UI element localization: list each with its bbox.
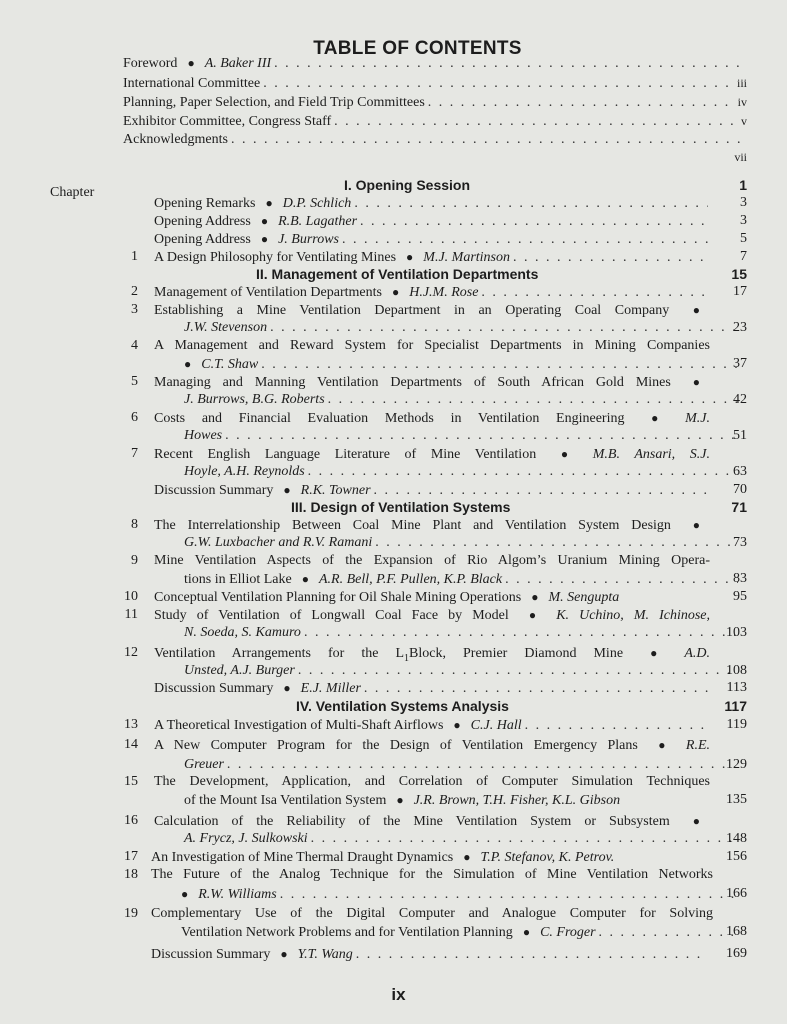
chapter-number: 16: [124, 813, 138, 828]
leader-dots: [428, 94, 736, 112]
entry-page: 3: [740, 213, 747, 228]
bullet-icon: ●: [650, 646, 658, 660]
entry-opening-address-1: Opening Address ● R.B. Lagather . . .: [154, 212, 710, 230]
entry-chapter-19-line2: Ventilation Network Problems and for Ventilation Planning ● C. Froger . . .: [151, 923, 737, 941]
chapter-number: 15: [124, 774, 138, 789]
leader-dots: [263, 75, 735, 93]
entry-chapter-3-line1: Establishing a Mine Ventilation Department in an Operating Coal Company ●: [154, 303, 701, 318]
entry-chapter-9-line2: tions in Elliot Lake ● A.R. Bell, P.F. Pullen, K.P. Black . . .: [154, 570, 740, 588]
section-page-2: 15: [731, 266, 747, 282]
leader-dots: [334, 113, 739, 131]
entry-page: iii: [736, 76, 747, 90]
chapter-number: 5: [131, 374, 138, 389]
entry-page: 119: [726, 717, 747, 732]
entry-title: International Committee: [123, 76, 261, 91]
entry-page: iv: [737, 95, 747, 109]
entry-chapter-11-line2: N. Soeda, S. Kamuro . . .: [154, 624, 740, 642]
entry-page: 73: [733, 535, 747, 550]
section-heading-3: III. Design of Ventilation Systems: [291, 499, 511, 515]
entry-chapter-2: Management of Ventilation Departments ● H.J.M. Rose . . .: [154, 283, 710, 301]
bullet-icon: ●: [651, 411, 659, 425]
section-page-4: 117: [724, 698, 747, 714]
entry-chapter-1: A Design Philosophy for Ventilating Mines ● M.J. Martinson . . .: [154, 248, 710, 266]
bullet-icon: ●: [181, 887, 189, 901]
entry-chapter-11-line1: Study of Ventilation of Longwall Coal Face by Model ● K. Uchino, M. Ichinose,: [154, 608, 711, 623]
entry-chapter-9-line1: Mine Ventilation Aspects of the Expansion of Rio Algom’s Uranium Mining Opera-: [154, 553, 710, 568]
bullet-icon: ●: [522, 925, 531, 939]
page-number: ix: [391, 985, 406, 1004]
bullet-icon: ●: [531, 590, 539, 604]
bullet-icon: ●: [463, 850, 471, 864]
entry-chapter-4-line1: A Management and Reward System for Specialist Departments in Mining Companies: [154, 338, 710, 353]
entry-page: 7: [740, 249, 747, 264]
section-heading-2: II. Management of Ventilation Departments: [256, 266, 539, 282]
bullet-icon: ●: [692, 518, 701, 532]
entry-chapter-12-line1: Ventilation Arrangements for the $L_1Block$, Premier Diamond Mine ● A.D.: [154, 646, 711, 664]
entry-chapter-4-line2: ● C.T. Shaw . . .: [154, 355, 740, 373]
entry-chapter-6-line2: Howes . . .: [154, 427, 740, 445]
bullet-icon: ●: [391, 285, 400, 299]
entry-chapter-6-line1: Costs and Financial Evaluation Methods in Ventilation Engineering ● M.J.: [154, 411, 711, 426]
bullet-icon: ●: [692, 375, 701, 389]
entry-chapter-3-line2: J.W. Stevenson . . .: [154, 319, 740, 337]
entry-page: 83: [733, 571, 747, 586]
entry-chapter-18-line2: ● R.W. Williams . . .: [151, 885, 737, 903]
entry-chapter-14-line2: Greuer . . .: [154, 756, 740, 774]
entry-chapter-8-line2: G.W. Luxbacher and R.V. Ramani . . .: [154, 534, 740, 552]
bullet-icon: ●: [187, 56, 195, 70]
entry-chapter-15-line1: The Development, Application, and Correlation of Computer Simulation Techniques: [154, 774, 710, 789]
chapter-number: 17: [124, 849, 138, 864]
entry-chapter-16-line2: A. Frycz, J. Sulkowski . . .: [154, 830, 740, 848]
entry-page: 70: [733, 482, 747, 497]
entry-page: 23: [733, 320, 747, 335]
bullet-icon: ●: [283, 681, 291, 695]
bullet-icon: ●: [453, 718, 461, 732]
entry-page: 108: [726, 663, 747, 678]
entry-page: 37: [733, 356, 747, 371]
bullet-icon: ●: [265, 196, 273, 210]
entry-opening-address-2: Opening Address ● J. Burrows . . .: [154, 230, 710, 248]
chapter-number: 19: [124, 906, 138, 921]
entry-chapter-15-line2: of the Mount Isa Ventilation System ● J.R. Brown, T.H. Fisher, K.L. Gibson: [184, 793, 621, 808]
chapter-number: 3: [131, 302, 138, 317]
entry-title: Exhibitor Committee, Congress Staff: [123, 114, 332, 129]
entry-page: 5: [740, 231, 747, 246]
chapter-number: 11: [124, 607, 138, 622]
chapter-number: 2: [131, 284, 138, 299]
entry-chapter-7-line1: Recent English Language Literature of Mine Ventilation ● M.B. Ansari, S.J.: [154, 447, 711, 462]
bullet-icon: ●: [301, 572, 309, 586]
bullet-icon: ●: [184, 357, 192, 371]
entry-page: 42: [733, 392, 747, 407]
chapter-number: 7: [131, 446, 138, 461]
chapter-number: 14: [124, 737, 138, 752]
entry-page: 156: [726, 849, 747, 864]
bullet-icon: ●: [260, 232, 269, 246]
entry-chapter-16-line1: Calculation of the Reliability of the Mine Ventilation System or Subsystem ●: [154, 814, 700, 829]
entry-page: 63: [733, 464, 747, 479]
entry-discussion-summary-2: Discussion Summary ● E.J. Miller . . .: [154, 679, 710, 697]
section-heading-1: I. Opening Session: [344, 177, 471, 193]
chapter-label: Chapter: [50, 185, 95, 200]
entry-chapter-10: Conceptual Ventilation Planning for Oil Shale Mining Operations ● M. Sengupta: [154, 590, 620, 605]
chapter-number: 13: [124, 717, 138, 732]
entry-chapter-12-line2: Unsted, A.J. Burger . . .: [154, 662, 740, 680]
entry-chapter-5-line1: Managing and Manning Ventilation Departments of South African Gold Mines ●: [154, 375, 701, 390]
entry-page: 168: [726, 924, 747, 939]
entry-chapter-13: A Theoretical Investigation of Multi-Shaft Airflows ● C.J. Hall . . .: [154, 716, 710, 734]
front-matter-acknowledgments: [123, 131, 747, 149]
bullet-icon: ●: [260, 214, 269, 228]
chapter-number: 12: [124, 645, 138, 660]
entry-page: 135: [726, 792, 747, 807]
entry-chapter-17: An Investigation of Mine Thermal Draught Dynamics ● T.P. Stefanov, K. Petrov.: [151, 850, 615, 865]
front-matter-exhibitor: [123, 112, 747, 130]
entry-chapter-18-line1: The Future of the Analog Technique for the Simulation of Mine Ventilation Networks: [151, 867, 713, 882]
entry-page: 166: [726, 886, 747, 901]
bullet-icon: ●: [692, 303, 701, 317]
bullet-icon: ●: [396, 793, 404, 807]
chapter-number: 6: [131, 410, 138, 425]
bullet-icon: ●: [560, 447, 569, 461]
entry-page: 95: [733, 589, 747, 604]
entry-discussion-summary-1: Discussion Summary ● R.K. Towner . . .: [154, 481, 710, 499]
entry-page: 129: [726, 757, 747, 772]
front-matter-planning: [123, 93, 747, 111]
chapter-number: 9: [131, 553, 138, 568]
chapter-number: 8: [131, 517, 138, 532]
entry-discussion-summary-3: Discussion Summary ● Y.T. Wang . . .: [151, 945, 707, 963]
bullet-icon: ●: [692, 814, 700, 828]
section-heading-4: IV. Ventilation Systems Analysis: [296, 698, 509, 714]
chapter-number: 4: [131, 338, 138, 353]
entry-chapter-19-line1: Complementary Use of the Digital Computer and Analogue Computer for Solving: [151, 906, 713, 921]
leader-dots: [231, 131, 745, 149]
entry-page: 51: [733, 428, 747, 443]
bullet-icon: ●: [406, 250, 414, 264]
section-page-1: 1: [739, 177, 747, 193]
entry-page: v: [741, 114, 747, 128]
front-matter-page-vii: vii: [734, 150, 747, 164]
entry-chapter-14-line1: A New Computer Program for the Design of Ventilation Emergency Plans ● R.E.: [154, 738, 711, 753]
section-page-3: 71: [731, 499, 747, 515]
front-matter-foreword: [123, 54, 747, 72]
entry-page: 113: [726, 680, 747, 695]
bullet-icon: ●: [658, 738, 666, 752]
chapter-number: 10: [124, 589, 138, 604]
entry-page: 103: [726, 625, 747, 640]
page-title: TABLE OF CONTENTS: [313, 38, 522, 59]
entry-page: 169: [726, 946, 747, 961]
leader-dots: [274, 55, 745, 73]
entry-chapter-7-line2: Hoyle, A.H. Reynolds . . .: [154, 463, 740, 481]
entry-title: Foreword: [123, 56, 178, 71]
bullet-icon: ●: [283, 483, 291, 497]
bullet-icon: ●: [280, 947, 288, 961]
entry-page: 148: [726, 831, 747, 846]
entry-opening-remarks: Opening Remarks ● D.P. Schlich . . .: [154, 194, 710, 212]
chapter-number: 1: [131, 249, 138, 264]
entry-title: Planning, Paper Selection, and Field Trip Committees: [123, 95, 425, 110]
entry-chapter-5-line2: J. Burrows, B.G. Roberts . . .: [154, 391, 740, 409]
chapter-number: 18: [124, 867, 138, 882]
entry-title: Acknowledgments: [123, 132, 228, 147]
entry-author: A. Baker III: [204, 56, 272, 71]
entry-page: 3: [740, 195, 747, 210]
entry-chapter-8-line1: The Interrelationship Between Coal Mine Plant and Ventilation System Design ●: [154, 518, 701, 533]
front-matter-international-committee: [123, 74, 747, 92]
bullet-icon: ●: [528, 608, 537, 622]
entry-page: 17: [733, 284, 747, 299]
